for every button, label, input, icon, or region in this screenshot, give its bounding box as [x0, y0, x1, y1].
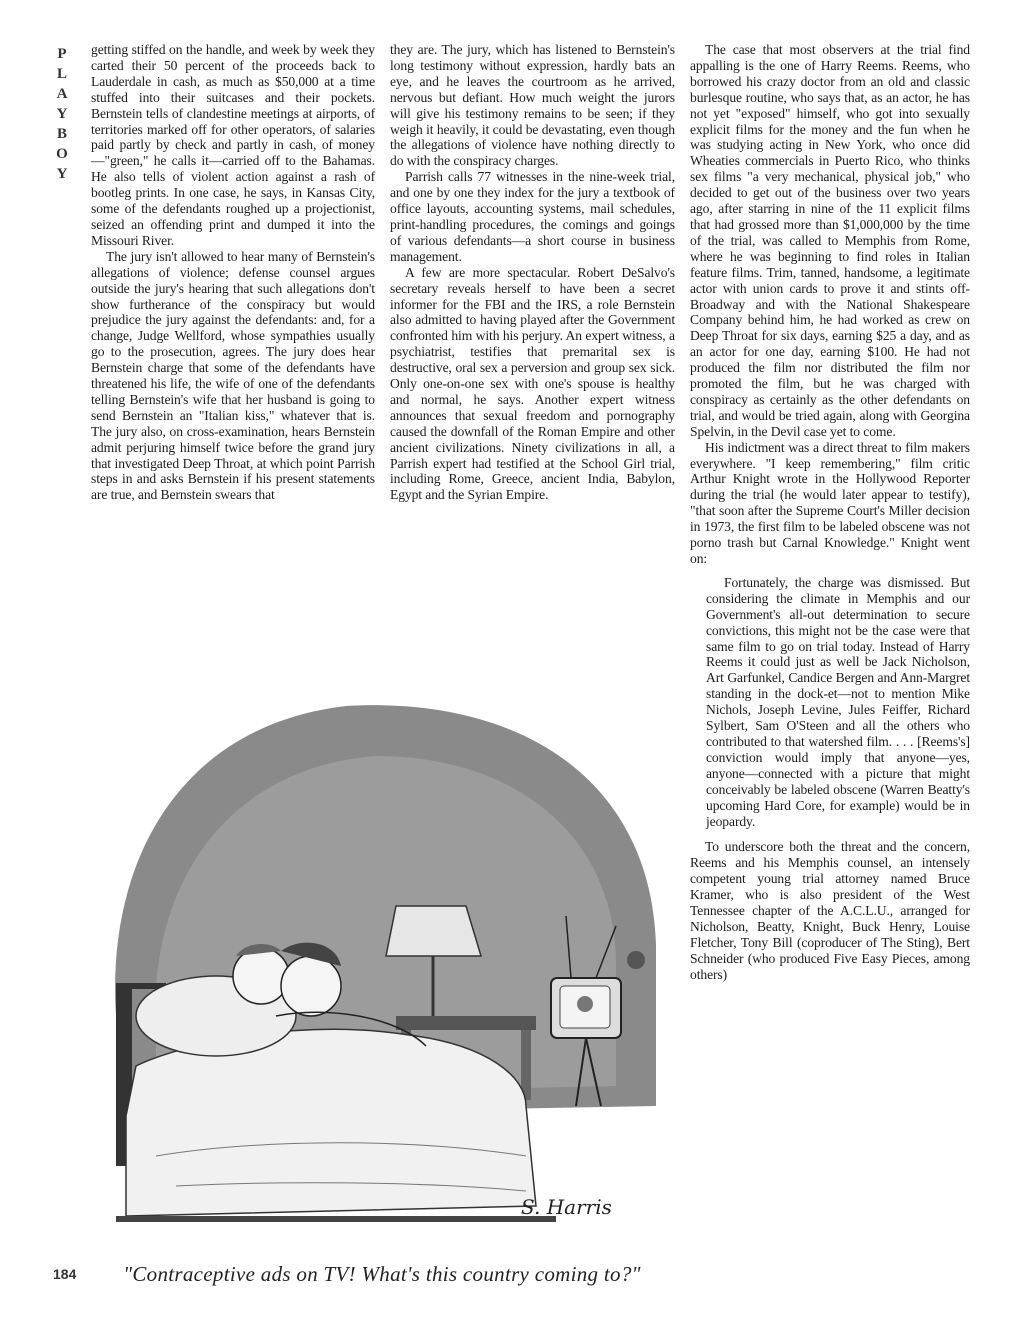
- cartoon-caption: "Contraceptive ads on TV! What's this country coming to?": [123, 1262, 641, 1286]
- masthead-letter: A: [56, 86, 68, 102]
- quote-paragraph: Fortunately, the charge was dismissed. But considering the climate in Memphis and our Government's all-out determination to secure convictions, this might not be the case were that same film to go on trial today. Instead of Harry Reems it could just as well be Jack Nicholson, Art Garfunkel, Candice Bergen and Ann-Margret standing in the dock-et—not to mention Mike Nichols, Joseph Levine, Jules Feiffer, Richard Sylbert, Sam O'Steen and all the others who contributed to that watershed film. . . . [Reems's] conviction would imply that anyone—yes, anyone—connected with a picture that might conceivably be labeled obscene (Warren Beatty's upcoming Hard Core, for example) would be in jeopardy.: [706, 574, 970, 829]
- paragraph: His indictment was a direct threat to film makers everywhere. "I keep remembering," film critic Arthur Knight wrote in the Hollywood Reporter during the trial (he would later appear to testify), "that soon after the Supreme Court's Miller decision in 1973, the first film to be labeled obscene was not porno trash but Carnal Knowledge." Knight went on:: [690, 439, 970, 566]
- paragraph: A few are more spectacular. Robert DeSalvo's secretary reveals herself to have been a secret informer for the FBI and the IRS, a role Bernstein also admitted to having played after the Government confronted him with his perjury. An expert witness, a psychiatrist, testifies that premarital sex is destructive, oral sex a perversion and group sex sick. Only one-on-one sex with one's spouse is healthy and normal, he says. Another expert witness announces that sexual freedom and pornography caused the downfall of the Roman Empire and other ancient civilizations. Ninety civilizations in all, a Parrish expert had testified at the School Girl trial, including Rome, Greece, ancient India, Babylon, Egypt and the Syrian Empire.: [390, 264, 675, 503]
- paragraph: Parrish calls 77 witnesses in the nine-week trial, and one by one they index for the jury a textbook of office layouts, accounting systems, mail schedules, print-handling procedures, the comings and goings of various defendants—a short course in business management.: [390, 169, 675, 264]
- paragraph: The case that most observers at the trial find appalling is the one of Harry Reems. Reems, who borrowed his crazy doctor from an old and classic burlesque routine, who says that, as an actor, he has not yet "exposed" himself, who got into sexually explicit films for the money and the fun when he was studying acting in New York, who once did Wheaties commercials in Puerto Rico, who thinks sex films "a very mechanical, physical job," who decided to get out of the business over two years ago, after starring in nine of the 11 explicit films that had grossed more than $1,000,000 by the time of the trial, was called to Memphis from Rome, where he was beginning to find roles in Italian feature films. Trim, tanned, handsome, a legitimate actor with union cards to prove it and stints off-Broadway and with the National Shakespeare Company behind him, he had worked as crew on Deep Throat for six days, earning $25 a day, and as an actor for one day, earning $100. He had not produced the film nor distributed the film nor promoted the film, but he was charged with conspiracy as certainly as the other defendants on trial, and would be tried again, along with Georgina Spelvin, in the Devil case yet to come.: [690, 42, 970, 439]
- paragraph: getting stiffed on the handle, and week by week they carted their 50 percent of the proceeds back to Lauderdale in cash, as much as $50,000 at a time stuffed into their suitcases and their pockets. Bernstein tells of clandestine meetings at airports, of territories marked off for other operators, of salaries paid partly by check and partly in cash, of money—"green," he calls it—carried off to the Bahamas. He also tells of violent action against a rash of bootleg prints. In one case, he says, in Kansas City, some of the defendants roughed up a projectionist, seized an offending print and dumped it into the Missouri River.: [91, 42, 375, 248]
- masthead-letter: L: [56, 66, 67, 82]
- block-quote: [706, 575, 970, 830]
- masthead-letter: Y: [56, 166, 68, 182]
- artist-signature: S. Harris: [521, 1195, 612, 1219]
- masthead-letter: P: [57, 46, 67, 62]
- page-number: 184: [53, 1266, 77, 1282]
- article-column-2: [390, 42, 675, 503]
- masthead-letter: Y: [56, 106, 68, 122]
- masthead-letter: O: [56, 146, 68, 162]
- cartoon-illustration: [96, 686, 668, 1248]
- paragraph: The jury isn't allowed to hear many of Bernstein's allegations of violence; defense counsel argues outside the jury's hearing that such allegations don't show furtherance of the conspiracy but would prejudice the jury against the defendants: and, for a change, Judge Wellford, whose sympathies usually go to the prosecution, agrees. The jury does hear Bernstein charge that some of the defendants have threatened his life, the wife of one of the defendants telling Bernstein's wife that her husband is going to send Bernstein an "Italian kiss," whatever that is. The jury also, on cross-examination, hears Bernstein admit perjuring himself twice before the grand jury that investigated Deep Throat, at which point Parrish steps in and asks Bernstein if his present statements are true, and Bernstein swears that: [91, 248, 375, 503]
- paragraph: they are. The jury, which has listened to Bernstein's long testimony without expression, hardly bats an eye, and he leaves the courtroom as he arrived, nervous but defiant. How much weight the jurors will give his testimony remains to be seen; if they weigh it heavily, it could be devastating, even though the allegations of violence have nothing directly to do with the conspiracy charges.: [390, 42, 675, 169]
- article-column-1: [91, 42, 375, 503]
- masthead-letter: B: [56, 126, 67, 142]
- article-column-3: [690, 42, 970, 983]
- paragraph: To underscore both the threat and the concern, Reems and his Memphis counsel, an intensely competent young trial attorney named Bruce Kramer, who is also president of the West Tennessee chapter of the A.C.L.U., arranged for Nicholson, Beatty, Knight, Buck Henry, Louise Fletcher, Tony Bill (coproducer of The Sting), Bert Schneider (who produced Five Easy Pieces, among others): [690, 839, 970, 982]
- magazine-masthead: [52, 44, 72, 184]
